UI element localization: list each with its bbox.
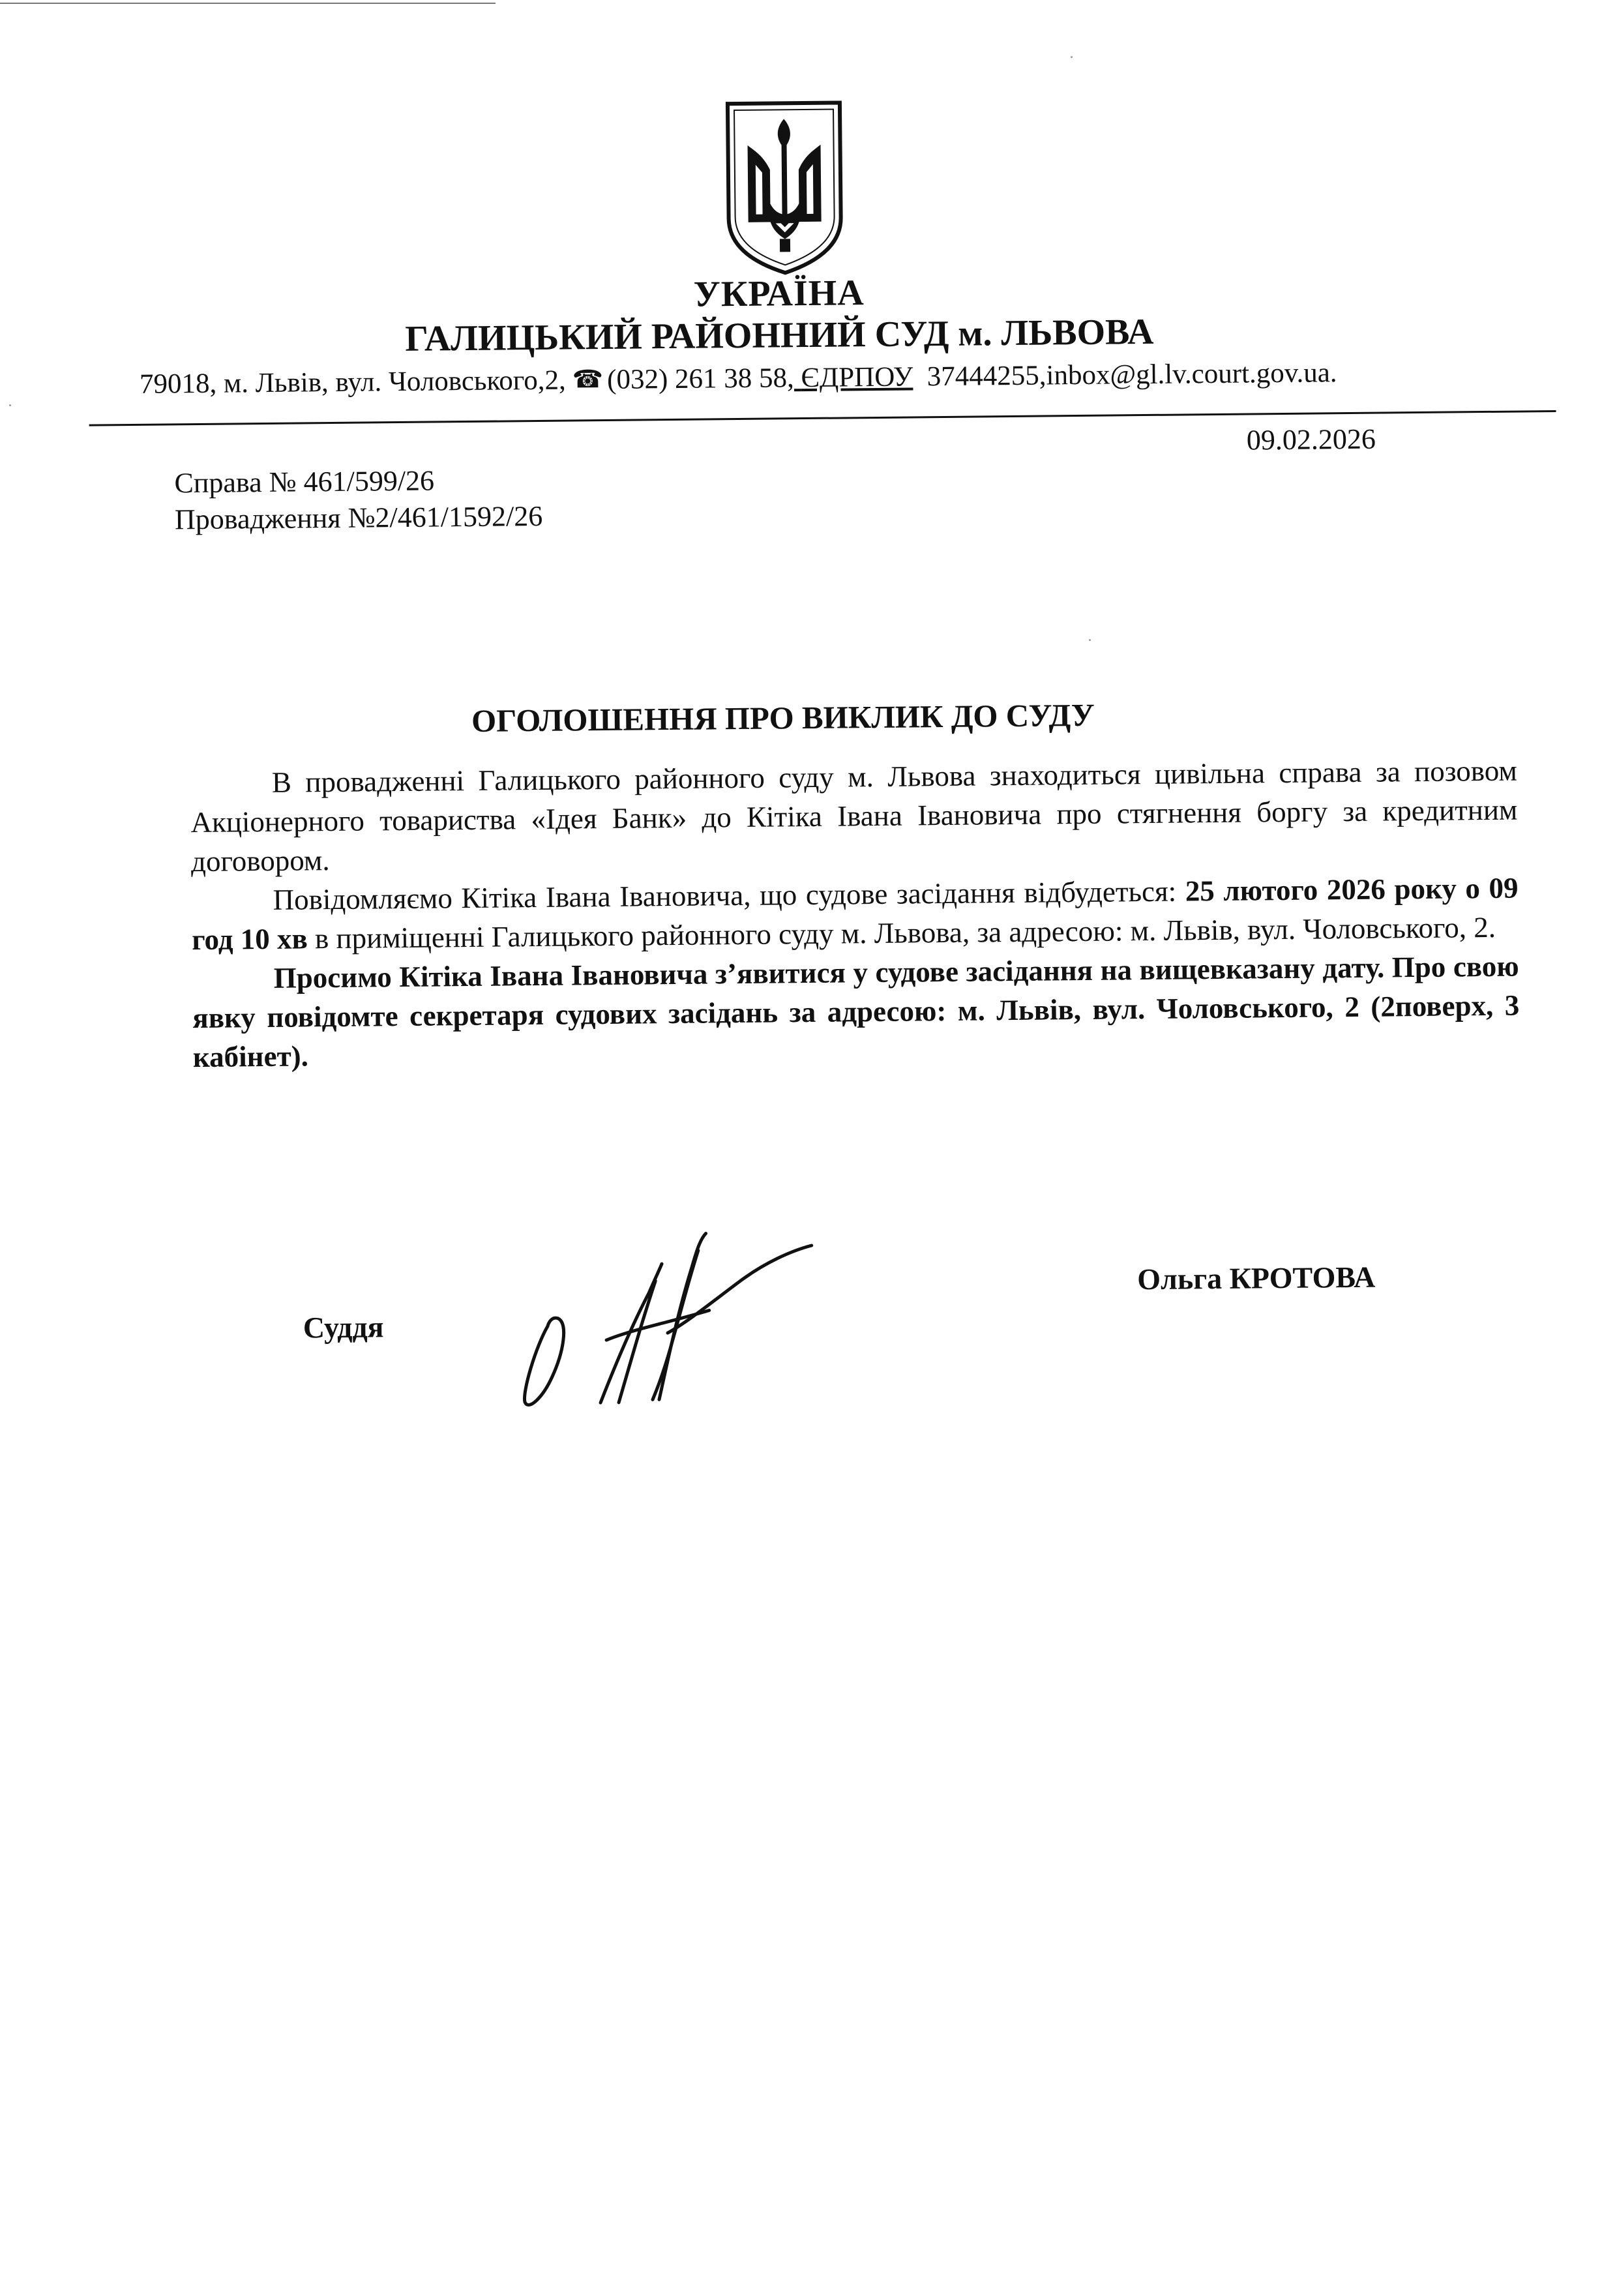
court-address: 79018, м. Львів, вул. Чоловського,2, — [139, 365, 567, 400]
case-number: Справа № 461/599/26 — [174, 464, 435, 499]
tryzub-coat-of-arms-icon — [724, 98, 846, 277]
document-date: 09.02.2026 — [1246, 423, 1376, 456]
document-title: ОГОЛОШЕННЯ ПРО ВИКЛИК ДО СУДУ — [471, 696, 1095, 739]
paragraph-appearance-request: Просимо Кітіка Івана Івановича з’явитися у судове засідання на вищевказану дату. Про свою явку повідомте секретаря судових засідань за адресою: м. Львів, вул. Чоловського, 2 (2поверх, 3 кабінет). — [192, 949, 1520, 1074]
header-country: УКРАЇНА — [693, 273, 865, 315]
hearing-datetime: 25 лютого 2026 року о 09 год 10 хв — [191, 871, 1519, 957]
proceeding-number: Провадження №2/461/1592/26 — [174, 499, 543, 536]
paragraph-case-info: В провадженні Галицького районного суду м. Львова знаходиться цивільна справа за позовом Акціонерного товариства «Ідея Банк» до Кітіка Івана Івановича про стягнення боргу за кредитним договором. — [190, 754, 1518, 878]
telephone-icon: ☎ — [572, 366, 604, 394]
edrpou-and-email: 37444255,inbox@gl.lv.court.gov.ua. — [927, 357, 1337, 393]
tryzub-coat-of-arms-icon — [724, 98, 846, 277]
header-court-name: ГАЛИЦЬКИЙ РАЙОННИЙ СУД м. ЛЬВОВА — [404, 311, 1154, 359]
document-body — [190, 751, 1521, 1077]
signatory-name: Ольга КРОТОВА — [1137, 1260, 1376, 1296]
edrpou-label: ЄДРПОУ — [801, 361, 913, 394]
hearing-notice-lead: Повідомляємо Кітіка Івана Івановича, що судове засідання відбудеться: — [273, 874, 1186, 916]
handwritten-signature-icon — [501, 1193, 835, 1418]
signatory-role: Суддя — [303, 1310, 384, 1345]
paragraph-hearing-notice — [191, 869, 1519, 960]
hearing-notice-tail: в приміщенні Галицького районного суду м. Львова, за адресою: м. Львів, вул. Чоловського, 2. — [307, 910, 1496, 955]
handwritten-signature-icon — [501, 1193, 835, 1418]
header-contact-line: 79018, м. Львів, вул. Чоловського,2, ☎ (032) 261 38 58, ЄДРПОУ 37444255,inbox@gl.lv.court.gov.ua. — [139, 357, 1337, 400]
court-phone: (032) 261 38 58 — [606, 363, 788, 395]
